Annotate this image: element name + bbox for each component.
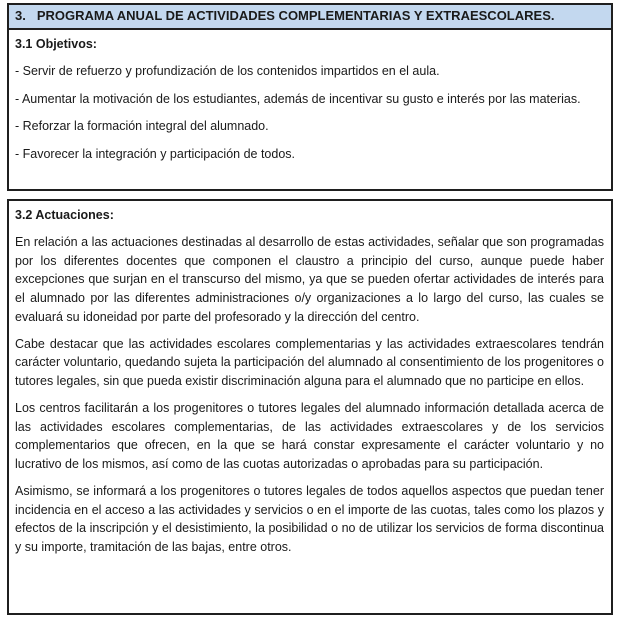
section-actuaciones-table <box>7 199 613 615</box>
objetivo-item: - Aumentar la motivación de los estudiantes, además de incentivar su gusto e interés por las materias. <box>15 91 581 106</box>
actuaciones-heading: 3.2 Actuaciones: <box>15 208 114 222</box>
actuaciones-cell <box>9 201 611 561</box>
objetivo-item: - Favorecer la integración y participación de todos. <box>15 147 296 161</box>
section-objetivos-table <box>7 3 613 191</box>
section-title-bar <box>9 5 611 30</box>
actuaciones-paragraph: Los centros facilitarán a los progenitores o tutores legales del alumnado información detallada acerca de las actividades escolares complementarias, de las actividades extraescolares y de los servicios complementarios que ofrecen, en la que se hará constar expresamente el carácter voluntario y no lucrativo de los mismos, así como de las cuotas autorizadas o aprobadas para su participación. <box>15 400 604 471</box>
actuaciones-paragraph: Asimismo, se informará a los progenitores o tutores legales de todos aquellos aspectos que puedan tener incidencia en el acceso a las actividades y servicios o en el importe de las cuotas, tales como los plazos y efectos de la inscripción y el desistimiento, la posibilidad o no de utilizar los servicios de forma discontinua y su importe, tramitación de las bajas, entre otros. <box>15 483 604 554</box>
objetivo-item: - Servir de refuerzo y profundización de los contenidos impartidos en el aula. <box>15 63 440 78</box>
objetivos-heading: 3.1 Objetivos: <box>15 37 97 51</box>
objetivos-cell <box>9 30 611 177</box>
section-title: PROGRAMA ANUAL DE ACTIVIDADES COMPLEMENTARIAS Y EXTRAESCOLARES. <box>36 8 555 23</box>
actuaciones-paragraph: En relación a las actuaciones destinadas al desarrollo de estas actividades, señalar que son programadas por los diferentes docentes que componen el claustro a principio del curso, aunque puede haber excepciones que surjan en el transcurso del mismo, ya que se pueden ofertar actividades de interés para el alumnado por las diferentes administraciones o/y organizaciones a lo largo del curso, las cuales se evaluará su idoneidad por parte del profesorado y la dirección del centro. <box>15 234 604 324</box>
objetivo-item: - Reforzar la formación integral del alumnado. <box>15 119 269 134</box>
actuaciones-paragraph: Cabe destacar que las actividades escolares complementarias y las actividades extraescolares tendrán carácter voluntario, quedando sujeta la participación del alumnado al consentimiento de los progenitores o tutores legales, sin que pueda existir discriminación alguna para el alumnado que no participe en ellos. <box>15 336 604 388</box>
section-number: 3. <box>15 8 26 23</box>
